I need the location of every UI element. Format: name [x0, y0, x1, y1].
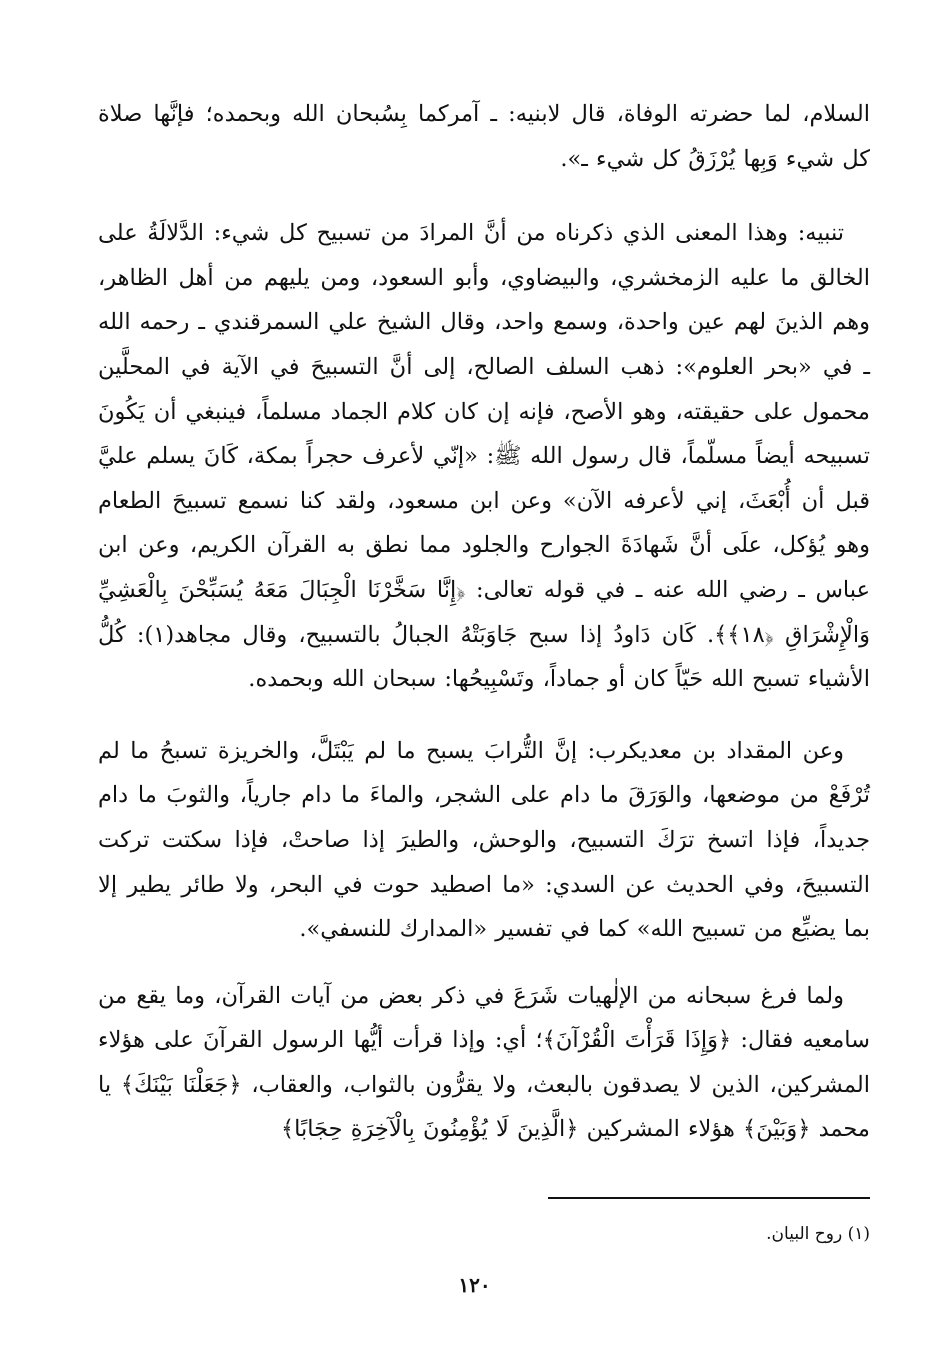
page-number: ١٢٠ [458, 1273, 491, 1297]
footnote: (١) روح البيان. [766, 1224, 870, 1244]
paragraph-2: تنبيه: وهذا المعنى الذي ذكرناه من أنَّ المرادَ من تسبيح كل شيء: الدَّلالَةُ على الخالق ما عليه الزمخشري، والبيضاوي، وأبو السعود، ومن يليهم من أهل الظاهر، وهم الذينَ لهم عين واحدة، وسمع واحد، وقال الشيخ علي السمرقندي ـ رحمه الله ـ في «بحر العلوم»: ذهب السلف الصالح، إلى أنَّ التسبيحَ في الآية في المحلَّين محمول على حقيقته، وهو الأصح، فإنه إن كان كلام الجماد مسلماً، فينبغي أن يَكُونَ تسبيحه أيضاً مسلّماً، قال رسول الله ﷺ: «إنّي لأعرف حجراً بمكة، كَانَ يسلم عليَّ قبل أن أُبْعَثَ، إني لأعرفه الآن» وعن ابن مسعود، ولقد كنا نسمع تسبيحَ الطعام وهو يُؤكل، علَى أنَّ شَهادَةَ الجوارح والجلود مما نطق به القرآن الكريم، وعن ابن عباس ـ رضي الله عنه ـ في قوله تعالى: ﴿إِنَّا سَخَّرْنَا الْجِبَالَ مَعَهُ يُسَبِّحْنَ بِالْعَشِيِّ وَالْإِشْرَاقِ ﴿١٨﴾﴾. كَان دَاودُ إذا سبح جَاوَبَتْهُ الجبالُ بالتسبيح، وقال مجاهد(١): كُلُّ الأشياء تسبح الله حَيّاً كان أو جماداً، وتَسْبِيحُها: سبحان الله وبحمده. [98, 220, 870, 693]
footnote-divider [548, 1197, 870, 1199]
paragraph-1: السلام، لما حضرته الوفاة، قال لابنيه: ـ آمركما بِسُبحان الله وبحمده؛ فإنَّها صلاة كل شيء وَبِها يُرْزَقُ كل شيء ـ». [98, 101, 870, 172]
paragraph-3: وعن المقداد بن معديكرب: إنَّ التُّرابَ يسبح ما لم يَبْتَلَّ، والخريزة تسبحُ ما لم تُرْفَعْ من موضعها، والوَرَقَ ما دام على الشجر، والماءَ ما دام جارياً، والثوبَ ما دام جديداً، فإذا اتسخ ترَكَ التسبيح، والوحش، والطيرَ إذا صاحتْ، فإذا سكتت تركت التسبيحَ، وفي الحديث عن السدي: «ما اصطيد حوت في البحر، ولا طائر يطير إلا بما يضيِّع من تسبيح الله» كما في تفسير «المدارك للنسفي». [98, 737, 870, 943]
page-body [98, 92, 870, 1152]
paragraph-4: ولما فرغ سبحانه من الإلٰهيات شَرَعَ في ذكر بعض من آيات القرآن، وما يقع من سامعيه فقال: ﴿وَإِذَا قَرَأْتَ الْقُرْآنَ﴾؛ أي: وإذا قرأت أيُّها الرسول القرآنَ على هؤلاء المشركين، الذين لا يصدقون بالبعث، ولا يقرُّون بالثواب، والعقاب، ﴿جَعَلْنَا بَيْنَكَ﴾ يا محمد ﴿وَبَيْنَ﴾ هؤلاء المشركين ﴿الَّذِينَ لَا يُؤْمِنُونَ بِالْآخِرَةِ حِجَابًا﴾ [98, 982, 870, 1143]
